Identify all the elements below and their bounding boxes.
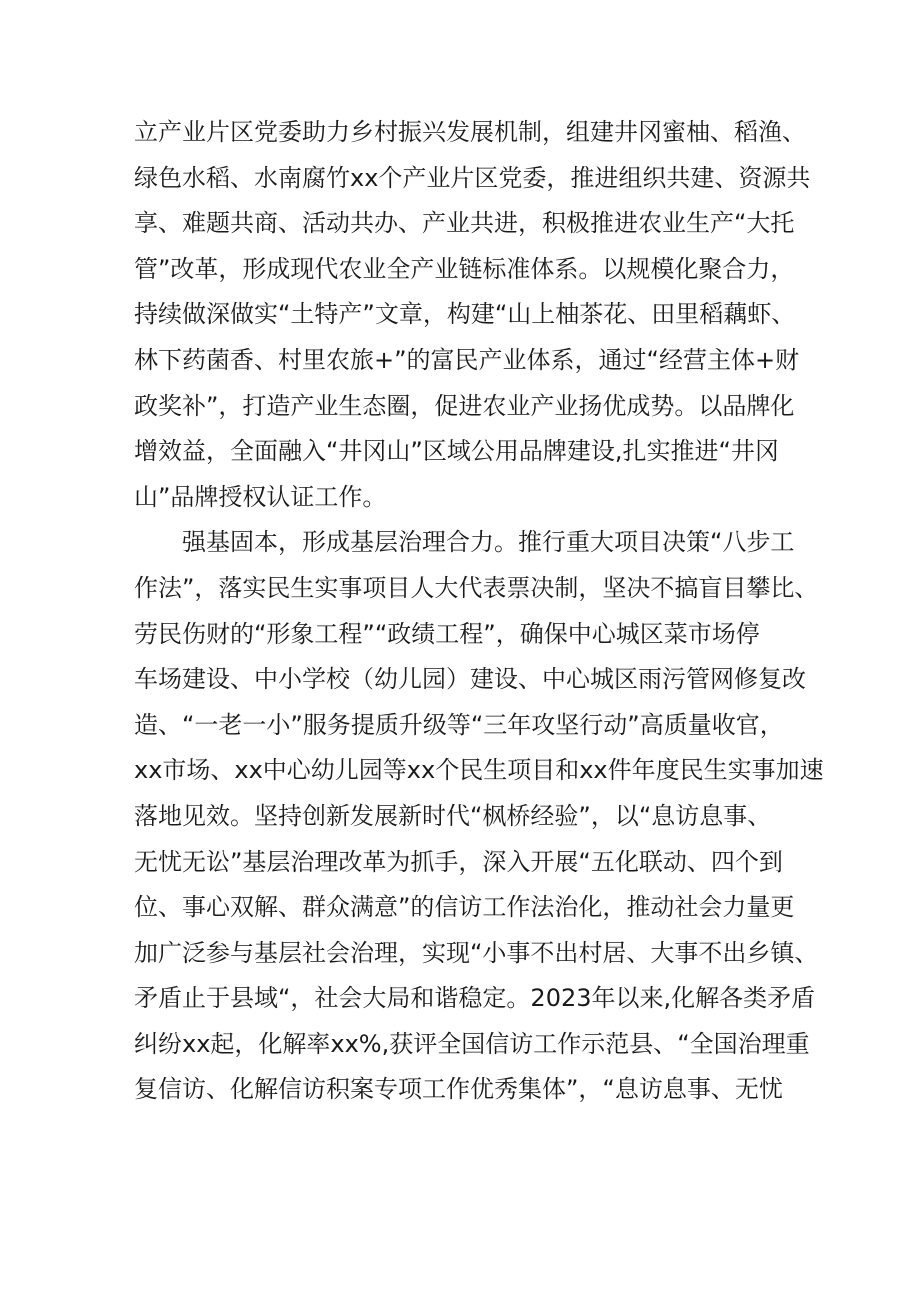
text-line: 立产业片区党委助力乡村振兴发展机制，组建井冈蜜柚、稻渔、 <box>134 118 806 146</box>
text-line: 管”改革，形成现代农业全产业链标准体系。以规模化聚合力， <box>134 254 795 283</box>
text-line: 享、难题共商、活动共办、产业共进，积极推进农业生产“大托 <box>134 209 795 238</box>
text-line: 增效益，全面融入“井冈山”区域公用品牌建设,扎实推进“井冈 <box>134 437 779 466</box>
text-line: 山”品牌授权认证工作。 <box>134 482 387 511</box>
text-line: 无忧无讼”基层治理改革为抓手，深入开展“五化联动、四个到 <box>134 847 783 876</box>
text-line: 复信访、化解信访积案专项工作优秀集体”，“息访息事、无忧 <box>134 1075 783 1104</box>
text-line: 绿色水稻、水南腐竹xx个产业片区党委，推进组织共建、资源共 <box>134 163 811 192</box>
text-line: xx市场、xx中心幼儿园等xx个民生项目和xx件年度民生实事加速 <box>134 756 824 785</box>
text-line-indented: 强基固本，形成基层治理合力。推行重大项目决策“八步工 <box>182 528 795 557</box>
text-line: 落地见效。坚持创新发展新时代“枫桥经验”，以“息访息事、 <box>134 801 772 830</box>
text-line: 矛盾止于县域“，社会大局和谐稳定。2023年以来,化解各类矛盾 <box>134 984 816 1013</box>
paragraph-governance <box>134 520 824 1113</box>
text-line: 车场建设、中小学校（幼儿园）建设、中心城区雨污管网修复改 <box>134 665 806 694</box>
text-line: 林下药菌香、村里农旅+”的富民产业体系，通过“经营主体+财 <box>134 345 800 374</box>
text-line: 政奖补”，打造产业生态圈，促进农业产业扬优成势。以品牌化 <box>134 391 795 420</box>
paragraph-industry <box>134 110 811 520</box>
text-line: 造、“一老一小”服务提质升级等“三年攻坚行动”高质量收官， <box>134 710 784 739</box>
text-line: 劳民伤财的“形象工程”“政绩工程”，确保中心城区菜市场停 <box>134 619 760 648</box>
document-body <box>134 110 824 1113</box>
text-line: 持续做深做实“土特产”文章，构建“山上柚茶花、田里稻藕虾、 <box>134 300 796 329</box>
text-line: 加广泛参与基层社会治理，实现“小事不出村居、大事不出乡镇、 <box>134 938 819 967</box>
text-line: 纠纷xx起，化解率xx%,获评全国信访工作示范县、“全国治理重 <box>134 1029 810 1058</box>
text-line: 位、事心双解、群众满意”的信访工作法治化，推动社会力量更 <box>134 893 795 922</box>
text-line: 作法”，落实民生实事项目人大代表票决制，坚决不搞盲目攀比、 <box>134 573 819 602</box>
